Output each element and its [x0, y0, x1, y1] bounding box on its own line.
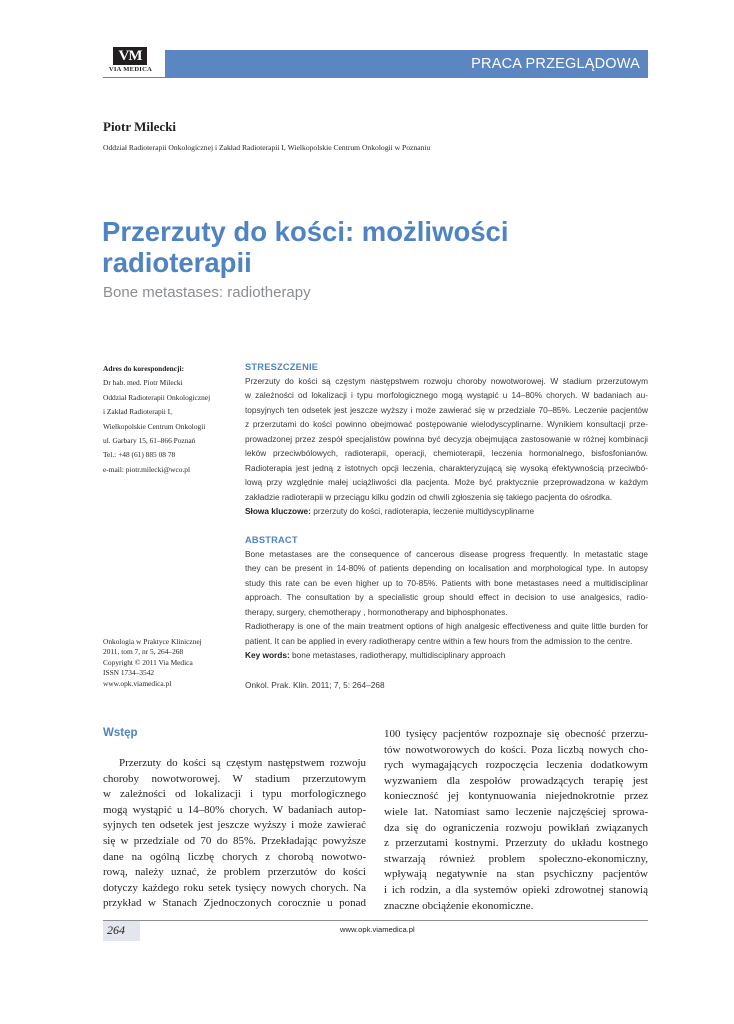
article-title: Przerzuty do kości: możliwości radioterapii	[102, 216, 509, 278]
logo-mark: VM	[113, 47, 147, 65]
author-affiliation: Oddział Radioterapii Onkologicznej i Zakład Radioterapii I, Wielkopolskie Centrum Onkologii w Poznaniu	[103, 143, 431, 152]
section-label-bar	[165, 50, 648, 78]
correspondence-line: ul. Garbary 15, 61–866 Poznań	[103, 436, 196, 446]
abstract-line: lową przy względnie małej uciążliwości dla pacjenta. Może być praktycznie przeprowadzona w każdym	[245, 477, 648, 488]
correspondence-line: Oddział Radioterapii Onkologicznej	[103, 392, 211, 402]
body-line: i ich rodzin, a dla systemów opieki zdrowotnej stanowią	[384, 883, 648, 896]
abstract-line: Radiotherapy is one of the main treatment options of high analgesic effectiveness and quite little burden for	[245, 621, 648, 632]
correspondence-heading: Adres do korespondencji:	[103, 364, 185, 373]
body-line: syjnych ten odsetek jest jeszcze wyższy i może zawierać	[103, 819, 366, 832]
keywords-label: Key words:	[245, 650, 290, 661]
abstract-line: w zależności od lokalizacji i typu morfologicznego mogą wystąpić u 14–80% chorych. W badaniach au-	[245, 390, 648, 401]
streszczenie-keywords	[245, 504, 648, 518]
journal-info-line: 2011, tom 7, nr 5, 264–268	[103, 647, 184, 657]
abstract-line: they can be present in 14-80% of patients depending on localisation and morphological type. In autopsy	[245, 563, 648, 574]
abstract-line: study this rate can be even higher up to 70-85%. Patients with bone metastases need a multidisciplinar	[245, 577, 648, 588]
body-line: w zależności od lokalizacji i typu morfologicznego	[103, 788, 366, 801]
body-line: rową, należy uznać, że problem przerzutów do kości	[103, 866, 366, 879]
logo-text: VIA MEDICA	[108, 66, 153, 73]
author-name: Piotr Milecki	[103, 119, 177, 134]
section-heading-wstep: Wstęp	[103, 727, 138, 739]
body-column-left	[103, 756, 366, 912]
body-line: tów nowotworowych do kości. Poza liczbą nowych cho-	[384, 743, 648, 756]
abstract-line: zakładzie radioterapii w przeciągu kilku godzin od chwili zgłoszenia się takiego pacjenta do ośrodka.	[245, 491, 613, 502]
journal-info-line: www.opk.viamedica.pl	[103, 678, 172, 688]
via-medica-logo	[103, 47, 158, 77]
correspondence-email: e-mail: piotr.milecki@wco.pl	[103, 464, 191, 474]
abstract-line: patient. It can be applied in every radiotherapy centre within a few hours from the admission to the centre.	[245, 635, 633, 646]
article-subtitle: Bone metastases: radiotherapy	[103, 284, 311, 301]
abstract-line: therapy, surgery, chemotherapy , hormonotherapy and biphosphonates.	[245, 606, 508, 617]
abstract-heading: ABSTRACT	[245, 535, 298, 545]
body-line: się w przedziale od 70 do 85%. Przekładając powyższe	[103, 834, 366, 847]
body-line: 100 tysięcy pacjentów rozpoznaje się obecność przerzu-	[384, 728, 648, 740]
journal-info-line: Onkologia w Praktyce Klinicznej	[103, 637, 202, 646]
keywords-value: bone metastases, radiotherapy, multidisciplinary approach	[292, 650, 506, 661]
citation: Onkol. Prak. Klin. 2011; 7, 5: 264–268	[245, 680, 385, 690]
streszczenie-body	[245, 374, 648, 519]
body-line: dza się do ograniczenia rozwoju powikłań związanych	[384, 821, 648, 834]
body-line: znaczne obciążenie ekonomiczne.	[384, 899, 534, 912]
journal-info	[103, 637, 233, 689]
abstract-line: Bone metastases are the consequence of cancerous disease progress frequently. In metastatic stage	[245, 549, 648, 559]
body-line: dotyczy każdego roku setek tysięcy nowych chorych. Na	[103, 881, 366, 894]
abstract-line: topsyjnych ten odsetek jest jeszcze wyższy i może zawierać się w przedziale 70–85%. Leczenie pacjentów	[245, 404, 648, 415]
correspondence-line: i Zakład Radioterapii I,	[103, 407, 172, 417]
body-line: wpływają negatywnie na stan psychiczny pacjentów	[384, 868, 648, 881]
section-label: PRACA PRZEGLĄDOWA	[471, 56, 640, 72]
correspondence-line: Dr hab. med. Piotr Milecki	[103, 378, 183, 388]
journal-info-line: Copyright © 2011 Via Medica	[103, 657, 193, 667]
abstract-line: leków przeciwbólowych, radioterapii, operacji, chemioterapii, leczenia hormonalnego, bisfosfonianów.	[245, 448, 648, 459]
abstract-line: Przerzuty do kości są częstym następstwem rozwoju choroby nowotworowej. W stadium przerzutowym	[245, 376, 648, 386]
body-line: wyzwaniem dla zespołów prowadzących terapię jest	[384, 774, 648, 787]
keywords-value: przerzuty do kości, radioterapia, leczenie multidyscyplinarne	[313, 506, 535, 517]
body-line: choroby nowotworowej. W stadium przerzutowym	[103, 772, 366, 785]
abstract-line: Radioterapia jest jedną z istotnych opcji leczenia, charakteryzującą się wysoką efektywnością przeciwbó-	[245, 462, 648, 473]
body-line: wiele lat. Natomiast samo leczenie najczęściej sprowa-	[384, 805, 648, 818]
abstract-keywords	[245, 648, 648, 662]
correspondence-block	[103, 362, 233, 477]
abstract-line: approach. The consultation by a specialistic group should effect in decision to use analgesics, radio-	[245, 592, 648, 603]
abstract-body	[245, 547, 648, 663]
keywords-label: Słowa kluczowe:	[245, 506, 311, 517]
abstract-line: z przerzutami do kości powinno obejmować postępowanie wielodyscyplinarne. Wynikiem konsultacji prze-	[245, 419, 648, 430]
body-line: dane na ogólną liczbę chorych z chorobą nowotwo-	[103, 850, 366, 863]
journal-info-line: ISSN 1734–3542	[103, 668, 155, 678]
body-line: z przerzutami kostnymi. Przerzuty do układu kostnego	[384, 837, 648, 850]
correspondence-line: Tel.: +48 (61) 885 08 78	[103, 450, 176, 460]
body-line: mogą wystąpić u 14–80% chorych. W badaniach autop-	[103, 803, 366, 816]
abstract-line: prowadzonej przez zespół specjalistów powinna być decyzja obejmująca zastosowanie w różnej kombinacji	[245, 433, 648, 444]
body-line: konieczność jej kontynuowania niejednokrotnie przez	[384, 790, 648, 803]
body-line: stwarzają również problem społeczno-ekonomiczny,	[384, 852, 648, 865]
body-column-right	[384, 727, 648, 914]
body-line: przykład w Stanach Zjednoczonych corocznie u ponad	[103, 897, 366, 910]
page-number: 264	[107, 923, 125, 937]
body-line: Przerzuty do kości są częstym następstwem rozwoju	[119, 757, 366, 769]
header-rule	[103, 77, 165, 78]
correspondence-line: Wielkopolskie Centrum Onkologii	[103, 421, 206, 431]
footer-url[interactable]: www.opk.viamedica.pl	[340, 925, 415, 934]
footer-rule	[103, 920, 648, 921]
body-line: rych wymagających rozpoczęcia leczenia dodatkowym	[384, 759, 648, 772]
streszczenie-heading: STRESZCZENIE	[245, 362, 319, 372]
